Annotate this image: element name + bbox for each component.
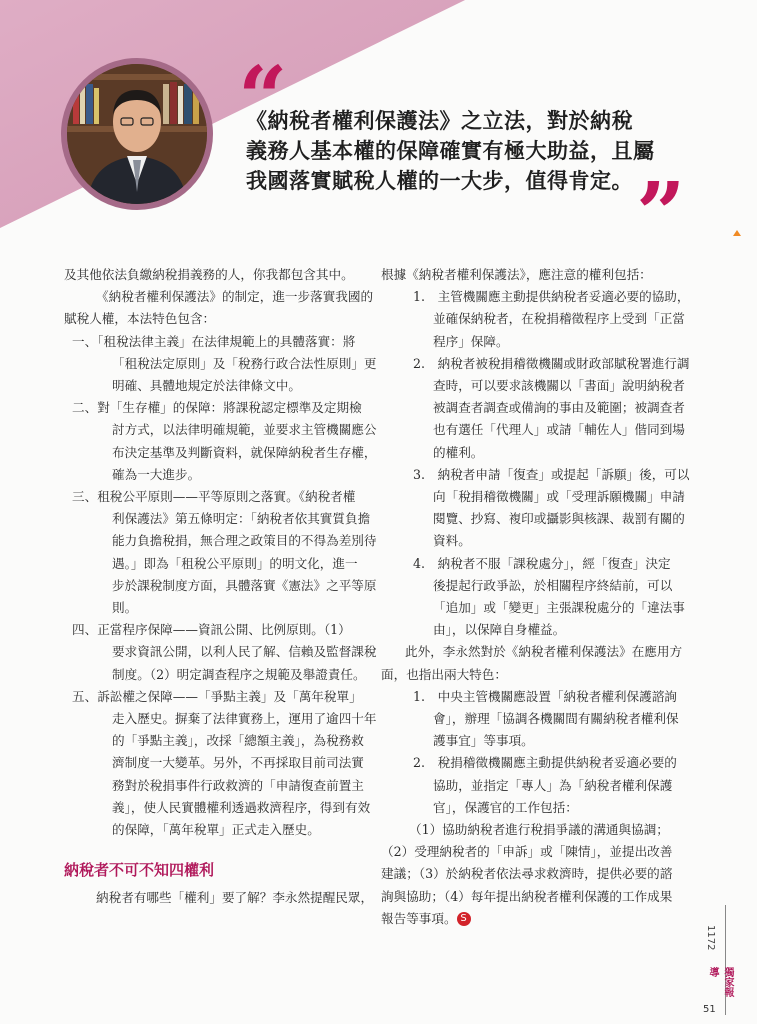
decorative-triangle-icon <box>733 230 741 236</box>
list-item: 四、正當程序保障——資訊公開、比例原則。（1） <box>72 622 351 638</box>
paragraph: 詢與協助；（4）每年提出納稅者權利保護的工作成果 <box>381 888 673 904</box>
paragraph: （2）受理納稅者的「申訴」或「陳情」，並提出改善 <box>381 844 673 860</box>
list-item-cont: 護事宜」等事項。 <box>433 733 534 749</box>
list-item-cont: 利保護法》第五條明定：「納稅者依其實質負擔 <box>112 511 371 527</box>
list-item: 三、租稅公平原則——平等原則之落實。《納稅者權 <box>72 489 356 505</box>
list-item-cont: 也有選任「代理人」或請「輔佐人」偕同到場 <box>433 422 685 438</box>
list-item: 1. 主管機關應主動提供納稅者妥適必要的協助， <box>413 289 690 305</box>
paragraph: 及其他依法負繳納稅捐義務的人，你我都包含其中。 <box>64 267 354 282</box>
paragraph-text: 報告等事項。 <box>381 910 457 926</box>
list-item-cont: 並確保納稅者，在稅捐稽徵程序上受到「正當 <box>433 311 685 327</box>
list-item-cont: 義」，使人民實體權利透過救濟程序，得到有效 <box>112 799 371 815</box>
list-item: 2. 納稅者被稅捐稽徵機關或財政部賦稅署進行調 <box>413 355 690 371</box>
list-item-cont: 討方式，以法律明確規範，並要求主管機關應公 <box>112 422 377 438</box>
list-item-cont: 查時，可以要求該機關以「書面」說明納稅者 <box>433 378 685 394</box>
section-heading: 納稅者不可不知四權利 <box>64 861 215 880</box>
quote-line: 義務人基本權的保障確實有極大助益，且屬 <box>246 138 655 163</box>
list-item-cont: 明確、具體地規定於法律條文中。 <box>112 378 301 394</box>
list-item-cont: 「追加」或「變更」主張課稅處分的「違法事 <box>433 600 685 616</box>
paragraph: 納稅者有哪些「權利」要了解？李永然提醒民眾， <box>96 890 374 906</box>
list-item: 2. 稅捐稽徵機關應主動提供納稅者妥適必要的 <box>413 755 677 771</box>
list-item: 1. 中央主管機關應設置「納稅者權利保護諮詢 <box>413 688 677 704</box>
list-item-cont: 走入歷史。摒棄了法律實務上，運用了逾四十年 <box>112 711 377 727</box>
list-item: 一、「租稅法律主義」在法律規範上的具體落實：將 <box>72 333 356 349</box>
list-item-cont: 布決定基準及判斷資料，就保障納稅者生存權， <box>112 444 377 460</box>
list-item-cont: 遇。」即為「租稅公平原則」的明文化，進一 <box>112 555 358 571</box>
paragraph: 根據《納稅者權利保護法》，應注意的權利包括： <box>381 267 652 282</box>
page-number: 51 <box>703 1004 716 1015</box>
list-item-cont: 務對於稅捐事件行政救濟的「申請復查前置主 <box>112 777 364 793</box>
right-text-column <box>381 264 695 930</box>
paragraph: 建議；（3）於納稅者依法尋求救濟時，提供必要的諮 <box>381 866 673 882</box>
list-item: 二、對「生存權」的保障：將課稅認定標準及定期檢 <box>72 400 362 416</box>
list-item-cont: 程序」保障。 <box>433 333 509 349</box>
portrait-photo <box>61 58 213 210</box>
list-item-cont: 的保障，「萬年稅單」正式走入歷史。 <box>112 822 320 838</box>
list-item-cont: 濟制度一大變革。另外，不再採取目前司法實 <box>112 755 364 771</box>
list-item-cont: 的「爭點主義」，改採「總額主義」，為稅務救 <box>112 733 364 749</box>
list-item-cont: 能力負擔稅捐，無合理之政策目的不得為差別待 <box>112 533 377 549</box>
list-item-cont: 確為一大進步。 <box>112 466 201 482</box>
list-item-cont: 官」，保護官的工作包括： <box>433 799 578 815</box>
list-item: 3. 納稅者申請「復查」或提起「訴願」後，可以 <box>413 466 690 482</box>
list-item-cont: 「租稅法定原則」及「稅務行政合法性原則」更 <box>112 355 377 371</box>
paragraph: 此外，李永然對於《納稅者權利保護法》在應用方 <box>405 644 683 660</box>
paragraph: 面，也指出兩大特色： <box>381 666 507 682</box>
list-item-cont: 資料。 <box>433 533 471 549</box>
list-item-cont: 會」，辦理「協調各機關間有關納稅者權利保 <box>433 711 679 727</box>
list-item-cont: 閱覽、抄寫、複印或攝影與核課、裁罰有關的 <box>433 511 685 527</box>
list-item-cont: 制度。（2）明定調查程序之規範及舉證責任。 <box>112 666 366 682</box>
footer-label <box>705 925 733 1005</box>
list-item-cont: 被調查者調查或備詢的事由及範圍；被調查者 <box>433 400 685 416</box>
list-item-cont: 則。 <box>112 600 138 616</box>
list-item-cont: 後提起行政爭訟，於相關程序終結前，可以 <box>433 577 673 593</box>
end-mark-icon: S <box>457 912 471 926</box>
magazine-section: 獨家報導 <box>707 967 733 997</box>
left-text-column <box>64 264 377 910</box>
paragraph: （1）協助納稅者進行稅捐爭議的溝通與協調； <box>409 822 669 838</box>
list-item: 4. 納稅者不服「課稅處分」，經「復查」決定 <box>413 555 671 571</box>
list-item-cont: 步於課稅制度方面，具體落實《憲法》之平等原 <box>112 577 377 593</box>
quote-line: 我國落實賦稅人權的一大步，值得肯定。 <box>246 168 633 193</box>
paragraph-last <box>381 908 695 930</box>
close-quote-icon: ” <box>636 164 686 265</box>
paragraph: 《納稅者權利保護法》的制定，進一步落實我國的 <box>96 289 374 305</box>
list-item-cont: 要求資訊公開，以利人民了解、信賴及監督課稅 <box>112 644 377 660</box>
issue-number: 1172 <box>705 925 716 951</box>
list-item: 五、訴訟權之保障——「爭點主義」及「萬年稅單」 <box>72 688 362 704</box>
quote-line: 《納稅者權利保護法》之立法，對於納稅 <box>246 108 633 133</box>
list-item-cont: 協助，並指定「專人」為「納稅者權利保護 <box>433 777 673 793</box>
open-quote-icon: “ <box>238 48 288 149</box>
list-item-cont: 由」，以保障自身權益。 <box>433 622 566 638</box>
list-item-cont: 的權利。 <box>433 444 484 460</box>
paragraph: 賦稅人權，本法特色包含： <box>64 311 216 327</box>
list-item-cont: 向「稅捐稽徵機關」或「受理訴願機關」申請 <box>433 489 685 505</box>
